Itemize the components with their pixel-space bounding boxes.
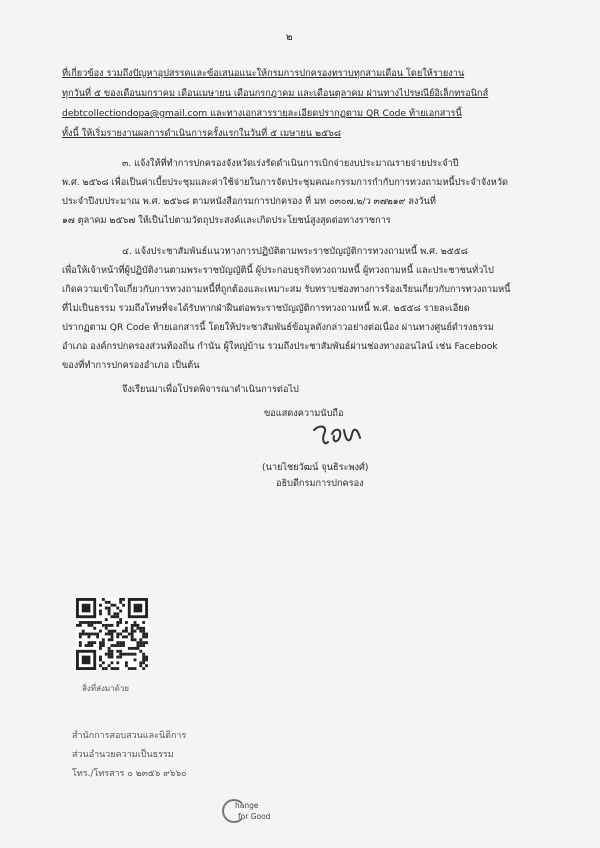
body-line-4: ทั้งนี้ ให้เริ่มรายงานผลการดำเนินการครั้งแรกในวันที่ ๕ เมษายน ๒๕๖๘ <box>62 128 341 139</box>
change-for-good-logo <box>222 797 292 827</box>
page-number: ๒ <box>286 32 293 43</box>
logo-line-1: hange <box>235 801 259 810</box>
qr-label: สิ่งที่ส่งมาด้วย <box>82 684 129 693</box>
body-line-6: พ.ศ. ๒๕๖๘ เพื่อเป็นค่าเบี้ยประชุมและค่าใช้จ่ายในการจัดประชุมคณะกรรมการกำกับการทวงถามหนี้ประจำจังหวัด <box>62 177 508 188</box>
footer-phone: โทร./โทรสาร ๐ ๒๓๕๖ ๙๖๖๐ <box>72 769 187 779</box>
body-line-12: ที่ไม่เป็นธรรม รวมถึงโทษที่จะได้รับหากฝ่าฝืนต่อพระราชบัญญัติการทวงถามหนี้ พ.ศ. ๒๕๕๘ รายละเอียด <box>62 303 470 314</box>
body-line-2: ทุกวันที่ ๕ ของเดือนมกราคม เดือนเมษายน เดือนกรกฎาคม และเดือนตุลาคม ผ่านทางไปรษณีย์อิเล็กทรอนิกส์ <box>62 88 489 99</box>
body-line-16: จึงเรียนมาเพื่อโปรดพิจารณาดำเนินการต่อไป <box>122 384 299 395</box>
body-line-5: ๓. แจ้งให้ที่ทำการปกครองจังหวัดเร่งรัดดำเนินการเบิกจ่ายงบประมาณรายจ่ายประจำปี <box>122 158 459 169</box>
body-line-9: ๔. แจ้งประชาสัมพันธ์แนวทางการปฏิบัติตามพระราชบัญญัติการทวงถามหนี้ พ.ศ. ๒๕๕๘ <box>122 246 468 257</box>
body-line-10: เพื่อให้เจ้าหน้าที่ผู้ปฏิบัติงานตามพระราชบัญญัตินี้ ผู้ประกอบธุรกิจทวงถามหนี้ ผู้ทวงถามหนี้ และประชาชนทั่วไป <box>62 265 494 276</box>
signer-title: อธิบดีกรมการปกครอง <box>276 478 364 489</box>
body-line-1: ที่เกี่ยวข้อง รวมถึงปัญหาอุปสรรคและข้อเสนอแนะให้กรมการปกครองทราบทุกสามเดือน โดยให้รายงาน <box>62 68 465 79</box>
body-line-11: เกิดความเข้าใจเกี่ยวกับการทวงถามหนี้ที่ถูกต้องและเหมาะสม รับทราบช่องทางการร้องเรียนเกี่ยวกับการทวงถามหนี้ <box>62 284 511 295</box>
signer-name: (นายไชยวัฒน์ จุนธิระพงศ์) <box>262 462 369 473</box>
closing: ขอแสดงความนับถือ <box>264 408 344 419</box>
body-line-14: อำเภอ องค์กรปกครองส่วนท้องถิ่น กำนัน ผู้ใหญ่บ้าน รวมถึงประชาสัมพันธ์ผ่านช่องทางออนไลน์ เช่น Facebook <box>62 341 498 352</box>
body-line-7: ประจำปีงบประมาณ พ.ศ. ๒๕๖๘ ตามหนังสือกรมการปกครอง ที่ มท ๐๓๐๗.๒/ว ๓๗๒๑๙ ลงวันที่ <box>62 196 436 207</box>
qr-code-icon <box>76 598 148 670</box>
footer-office: สำนักการสอบสวนและนิติการ <box>72 731 187 741</box>
footer-division: ส่วนอำนวยความเป็นธรรม <box>72 750 174 760</box>
body-line-3: debtcollectiondopa@gmail.com และทางเอกสารรายละเอียดปรากฏตาม QR Code ท้ายเอกสารนี้ <box>62 108 462 119</box>
signature <box>310 420 370 452</box>
body-line-15: ของที่ทำการปกครองอำเภอ เป็นต้น <box>62 360 200 371</box>
body-line-13: ปรากฏตาม QR Code ท้ายเอกสารนี้ โดยให้ประชาสัมพันธ์ข้อมูลดังกล่าวอย่างต่อเนื่อง ผ่านทางศูนย์ดำรงธรรม <box>62 322 494 333</box>
logo-line-2: for Good <box>238 812 271 821</box>
body-line-8: ๑๗ ตุลาคม ๒๕๖๗ ให้เป็นไปตามวัตถุประสงค์และเกิดประโยชน์สูงสุดต่อทางราชการ <box>62 215 391 226</box>
